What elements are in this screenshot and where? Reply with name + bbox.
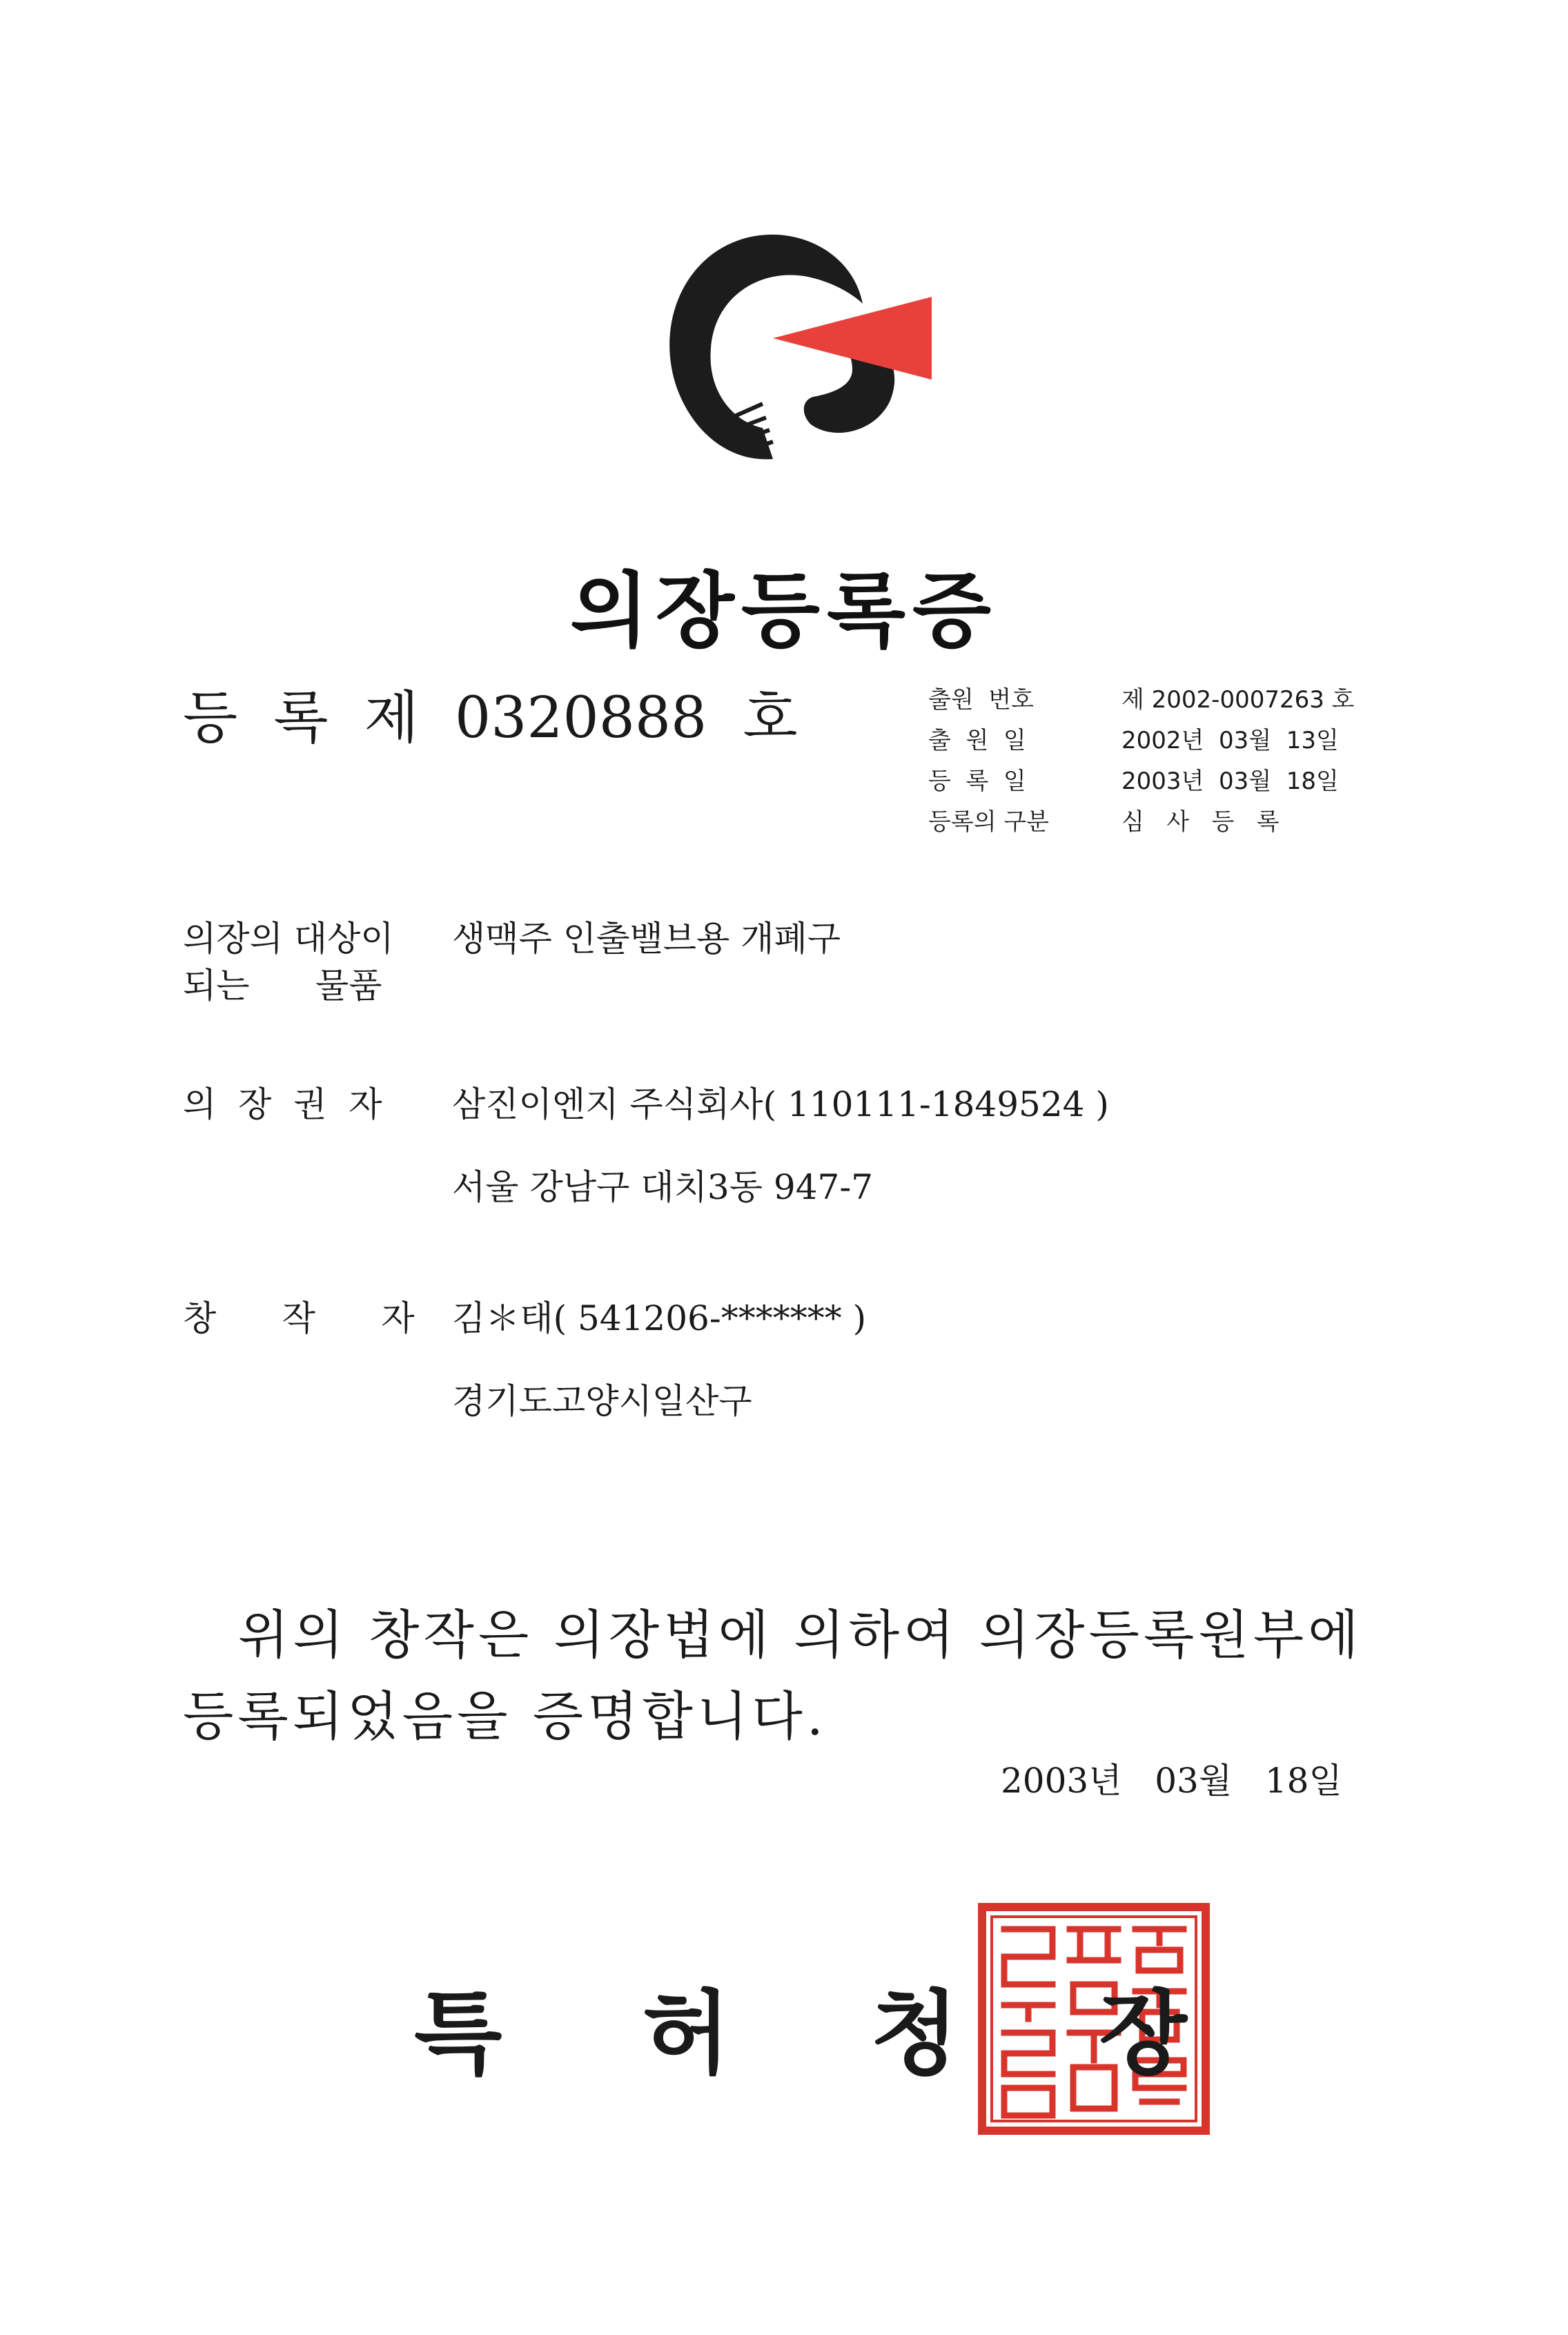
info-value: 2003년 03월 18일 bbox=[1121, 768, 1339, 795]
statement-line-1: 위의 창작은 의장법에 의하여 의장등록원부에 bbox=[238, 1604, 1363, 1665]
info-value: 2002년 03월 13일 bbox=[1121, 727, 1339, 754]
info-value: 제 2002-0007263 호 bbox=[1121, 686, 1355, 714]
info-label: 출 원 일 bbox=[928, 727, 1026, 754]
owner-name: 삼진이엔지 주식회사( 110111-1849524 ) bbox=[452, 1084, 1109, 1124]
statement-line-2: 등록되었음을 증명합니다. bbox=[183, 1686, 827, 1747]
article-label: 의장의 대상이 bbox=[183, 919, 394, 959]
issuer-char: 특 bbox=[414, 1981, 502, 2087]
info-row bbox=[928, 761, 1355, 802]
issuer-char: 청 bbox=[870, 1981, 959, 2087]
issue-date: 2003년 03월 18일 bbox=[1001, 1761, 1342, 1801]
issuer-char: 장 bbox=[1099, 1981, 1187, 2087]
creator-address: 경기도고양시일산구 bbox=[452, 1381, 752, 1421]
info-value: 심 사 등 록 bbox=[1121, 808, 1280, 836]
article-value: 생맥주 인출밸브용 개폐구 bbox=[452, 919, 841, 959]
issuer-title bbox=[414, 1960, 1187, 2091]
issuer-char: 허 bbox=[642, 1981, 731, 2087]
info-label: 등 록 일 bbox=[928, 768, 1026, 795]
certificate-title: 의장등록증 bbox=[570, 563, 998, 658]
info-row bbox=[928, 802, 1355, 843]
kipo-logo bbox=[656, 221, 945, 476]
info-row bbox=[928, 721, 1355, 761]
article-label-2: 되는 물품 bbox=[183, 966, 382, 1006]
info-label: 등록의 구분 bbox=[928, 808, 1050, 836]
owner-address: 서울 강남구 대치3동 947-7 bbox=[452, 1167, 874, 1207]
certification-statement bbox=[183, 1594, 1363, 1757]
creator-label: 창 작 자 bbox=[183, 1298, 415, 1338]
creator-name: 김＊태( 541206-******* ) bbox=[452, 1298, 867, 1338]
registration-number: 등 록 제 0320888 호 bbox=[183, 685, 798, 751]
owner-label: 의 장 권 자 bbox=[183, 1084, 382, 1124]
application-info bbox=[928, 680, 1355, 843]
info-label: 출원 번호 bbox=[928, 686, 1034, 714]
info-row bbox=[928, 680, 1355, 721]
